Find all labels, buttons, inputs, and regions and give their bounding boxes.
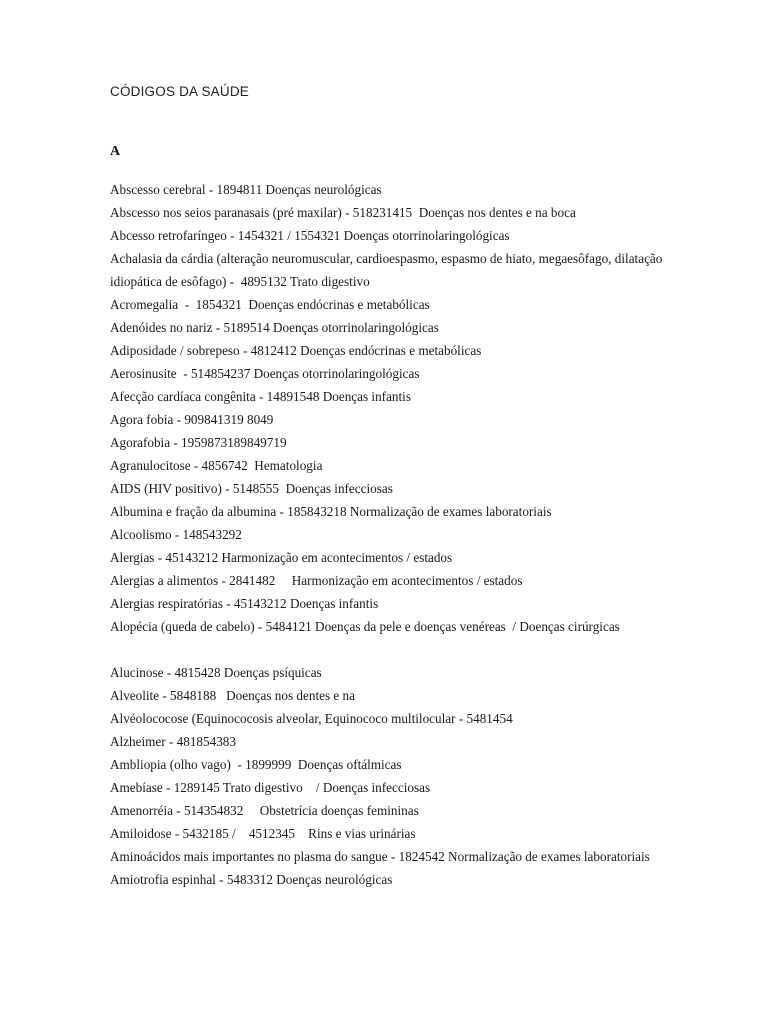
entries-list xyxy=(110,178,670,891)
list-item: Alzheimer - 481854383 xyxy=(110,734,236,749)
list-item: Agorafobia - 1959873189849719 xyxy=(110,435,287,450)
list-item: Ambliopia (olho vago) - 1899999 Doenças oftálmicas xyxy=(110,757,402,772)
list-item: AIDS (HIV positivo) - 5148555 Doenças infecciosas xyxy=(110,481,393,496)
list-item: Alucinose - 4815428 Doenças psíquicas xyxy=(110,665,322,680)
list-item: Alergias a alimentos - 2841482 Harmonização em acontecimentos / estados xyxy=(110,573,523,588)
list-item: Abscesso nos seios paranasais (pré maxilar) - 518231415 Doenças nos dentes e na boca xyxy=(110,205,576,220)
list-item: Amiloidose - 5432185 / 4512345 Rins e vias urinárias xyxy=(110,826,416,841)
list-item: Amebíase - 1289145 Trato digestivo / Doenças infecciosas xyxy=(110,780,431,795)
list-item: Agranulocitose - 4856742 Hematologia xyxy=(110,458,323,473)
list-item: Alergias respiratórias - 45143212 Doenças infantis xyxy=(110,596,379,611)
list-item: Abcesso retrofaríngeo - 1454321 / 1554321 Doenças otorrinolaringológicas xyxy=(110,228,510,243)
list-item: Alopécia (queda de cabelo) - 5484121 Doenças da pele e doenças venéreas / Doenças cirúrgicas xyxy=(110,619,620,634)
list-item: Aminoácidos mais importantes no plasma do sangue - 1824542 Normalização de exames laboratoriais xyxy=(110,849,650,864)
list-item: Adenóides no nariz - 5189514 Doenças otorrinolaringológicas xyxy=(110,320,439,335)
list-item: Agora fobia - 909841319 8049 xyxy=(110,412,274,427)
list-item: Acromegalia - 1854321 Doenças endócrinas e metabólicas xyxy=(110,297,430,312)
list-item: Alveolite - 5848188 Doenças nos dentes e na xyxy=(110,688,356,703)
page-title: CÓDIGOS DA SAÚDE xyxy=(110,84,249,99)
list-item: Alcoolismo - 148543292 xyxy=(110,527,242,542)
section-heading-letter: A xyxy=(110,144,121,159)
list-item: Amenorréia - 514354832 Obstetrícia doenças femininas xyxy=(110,803,419,818)
list-item: Adiposidade / sobrepeso - 4812412 Doenças endócrinas e metabólicas xyxy=(110,343,482,358)
list-item: Alergias - 45143212 Harmonização em acontecimentos / estados xyxy=(110,550,453,565)
list-item: Abscesso cerebral - 1894811 Doenças neurológicas xyxy=(110,182,382,197)
list-item: Amiotrofia espinhal - 5483312 Doenças neurológicas xyxy=(110,872,393,887)
list-item: Aerosinusite - 514854237 Doenças otorrinolaringológicas xyxy=(110,366,420,381)
list-item: Albumina e fração da albumina - 185843218 Normalização de exames laboratoriais xyxy=(110,504,552,519)
list-item: Afecção cardíaca congênita - 14891548 Doenças infantis xyxy=(110,389,411,404)
list-item: Alvéolococose (Equinococosis alveolar, Equinococo multilocular - 5481454 xyxy=(110,711,513,726)
list-item: Achalasia da cárdia (alteração neuromuscular, cardioespasmo, espasmo de hiato, megaesôfago, dilatação idiopática de esôfago) - 4895132 Trato digestivo xyxy=(110,251,666,289)
